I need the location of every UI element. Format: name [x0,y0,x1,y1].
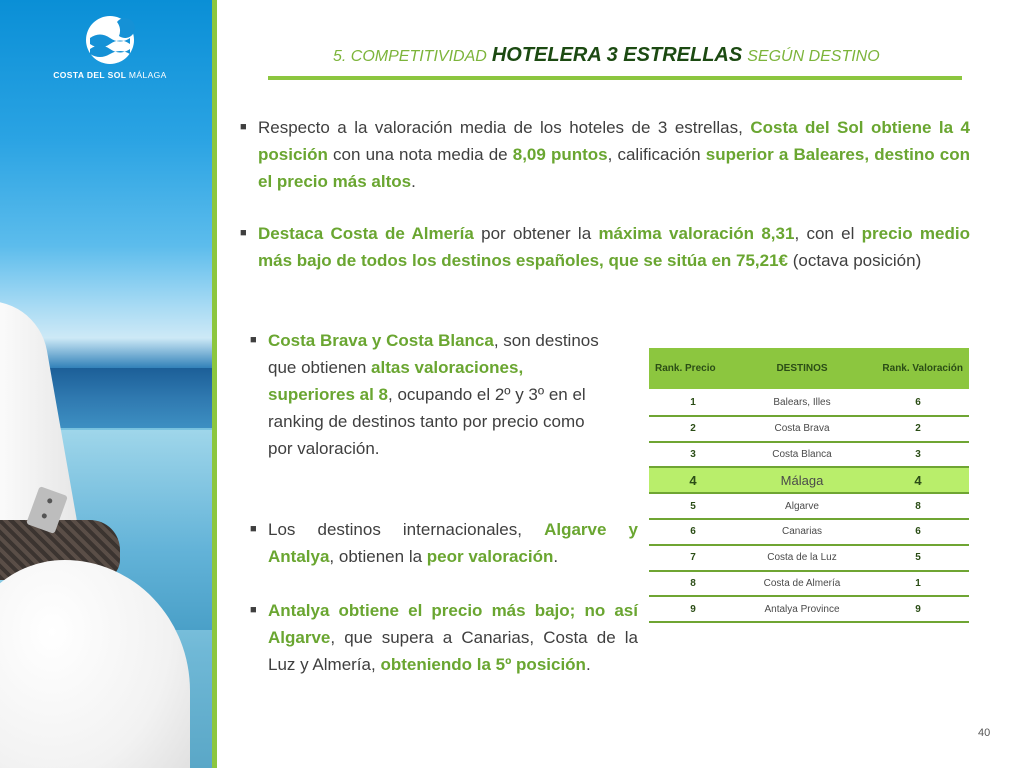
highlighted-text: Costa Brava y Costa Blanca [268,331,494,350]
table-header-row [649,348,969,390]
highlighted-text: Antalya obtiene el precio más bajo; no así Algarve [268,601,638,647]
cell-rank-price: 9 [649,596,737,622]
square-bullet-icon: ■ [240,121,247,133]
body-text: . [553,547,559,566]
highlighted-text: Costa del Sol obtiene la 4 posición [258,118,970,164]
body-text: por obtener la [473,224,599,243]
title-part-3: SEGÚN DESTINO [747,48,880,65]
body-text: (octava posición) [788,251,922,270]
cell-rank-price: 7 [649,545,737,571]
cell-destination: Antalya Province [737,596,867,622]
bullet-5 [250,597,638,678]
cell-rank-price: 8 [649,571,737,597]
cell-rank-rating: 8 [867,493,969,519]
body-text: con una nota media de [327,145,513,164]
accent-divider [212,0,217,768]
table-row [649,390,969,416]
wave-logo-icon [83,14,137,66]
bullet-4 [250,516,638,570]
table-row [649,596,969,622]
bullet-1 [240,114,970,195]
cell-rank-price: 2 [649,416,737,442]
header-rank-price: Rank. Precio [649,348,737,390]
header-destinations: DESTINOS [737,348,867,390]
brand-logo [40,14,180,94]
table-row [649,519,969,545]
cell-rank-rating: 4 [867,467,969,493]
cell-rank-price: 6 [649,519,737,545]
cell-destination: Balears, Illes [737,390,867,416]
cell-destination: Costa de la Luz [737,545,867,571]
cell-rank-rating: 3 [867,442,969,468]
body-text: , son destinos que obtienen [268,331,599,377]
square-bullet-icon: ■ [250,523,257,535]
cell-rank-rating: 9 [867,596,969,622]
cell-rank-price: 3 [649,442,737,468]
highlighted-text: máxima valoración 8,31 [598,224,795,243]
destinations-ranking-table [649,348,969,623]
highlighted-text: 8,09 puntos [512,145,608,164]
title-underline [268,76,962,80]
cell-destination: Canarias [737,519,867,545]
cell-rank-price: 5 [649,493,737,519]
body-text: , calificación [607,145,706,164]
cell-rank-rating: 6 [867,519,969,545]
page-number: 40 [978,727,991,739]
cell-rank-price: 1 [649,390,737,416]
body-text: , [738,118,751,137]
cell-destination: Costa Brava [737,416,867,442]
table-row [649,442,969,468]
cell-destination: Costa de Almería [737,571,867,597]
highlighted-text: superior a Baleares, destino con el precio más altos [258,145,970,191]
cell-rank-rating: 2 [867,416,969,442]
table-row [649,416,969,442]
highlighted-text: altas valoraciones, superiores al 8 [268,358,524,404]
body-text: . [411,172,416,191]
title-part-2: HOTELERA 3 ESTRELLAS [491,44,743,66]
body-text: Los destinos internacionales, [268,520,545,539]
body-text: , que supera a Canarias, Costa de la Luz y Almería, [268,628,638,674]
highlighted-text: Destaca Costa de Almería [258,224,474,243]
cell-rank-price: 4 [649,467,737,493]
cell-rank-rating: 1 [867,571,969,597]
table-row [649,571,969,597]
body-text: , con el [794,224,862,243]
highlighted-text: obteniendo la 5º posición [380,655,586,674]
square-bullet-icon: ■ [250,334,257,346]
decorative-photo-panel [0,0,212,768]
cell-rank-rating: 6 [867,390,969,416]
bullet-2 [240,220,970,274]
body-text: , obtienen la [329,547,427,566]
cell-destination: Costa Blanca [737,442,867,468]
bullet-3 [250,327,613,462]
title-part-1: 5. COMPETITIVIDAD [333,48,487,65]
logo-text: COSTA DEL SOL MÁLAGA [53,70,167,80]
cell-rank-rating: 5 [867,545,969,571]
cell-destination: Algarve [737,493,867,519]
header-rank-rating: Rank. Valoración [867,348,969,390]
table-row [649,467,969,493]
table-row [649,493,969,519]
highlighted-text: Algarve y Antalya [268,520,638,566]
highlighted-text: peor valoración [426,547,554,566]
body-text: , ocupando el 2º y 3º en el ranking de destinos tanto por precio como por valoración. [268,385,586,458]
body-text: . [585,655,591,674]
cell-destination: Málaga [737,467,867,493]
page-title [333,44,953,67]
table-row [649,545,969,571]
highlighted-text: precio medio más bajo de todos los destinos españoles, que se sitúa en 75,21€ [258,224,970,270]
square-bullet-icon: ■ [250,604,257,616]
square-bullet-icon: ■ [240,227,247,239]
body-text: Respecto a la valoración media de los hoteles de 3 estrellas [258,118,739,137]
